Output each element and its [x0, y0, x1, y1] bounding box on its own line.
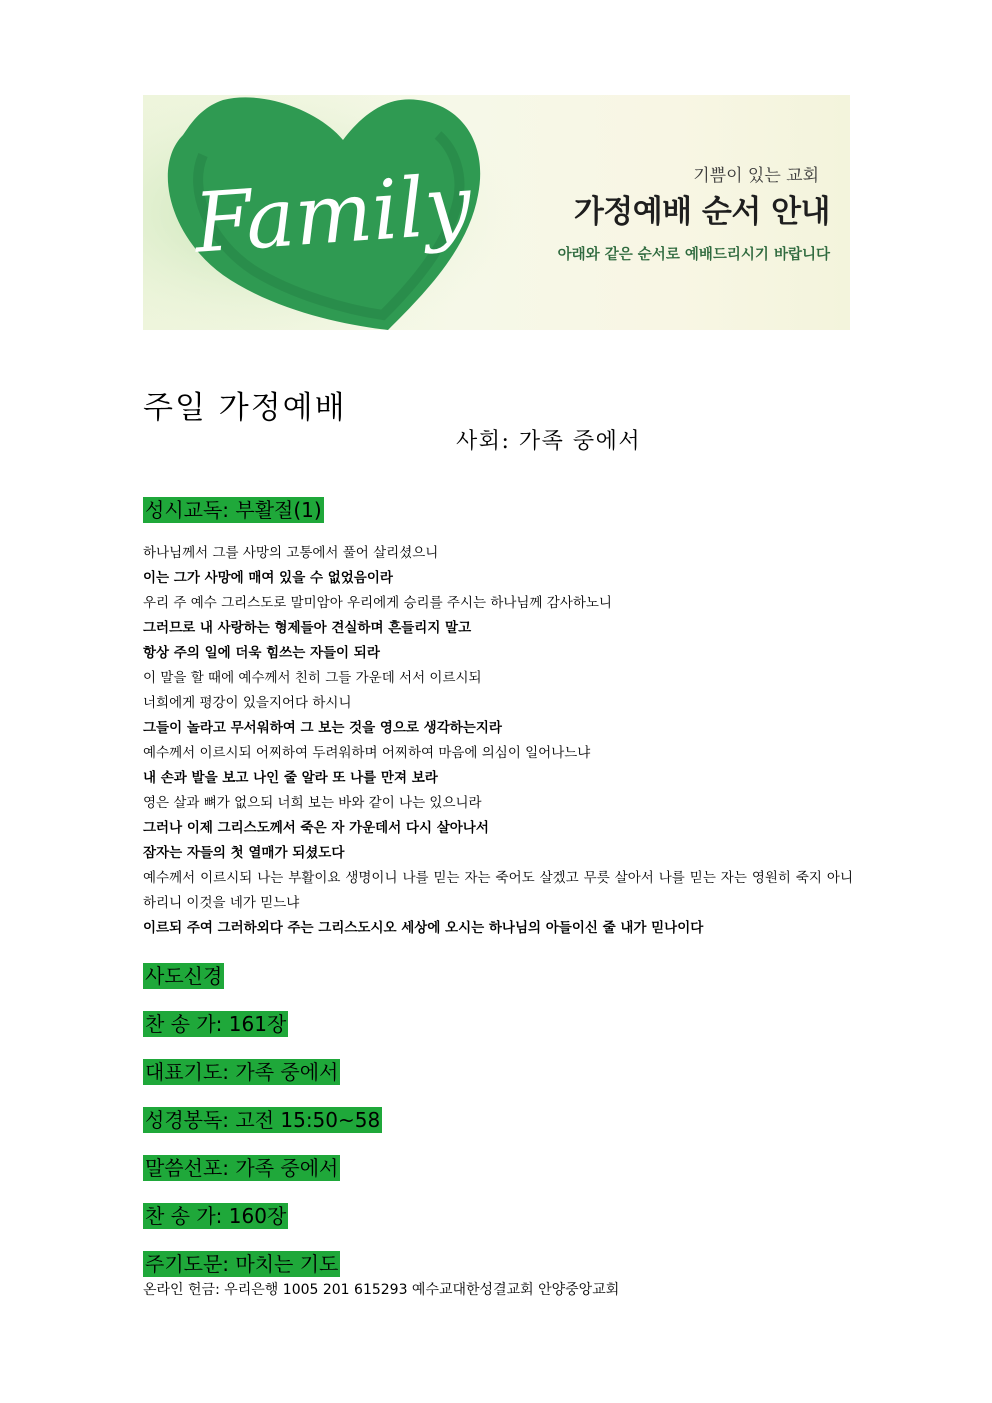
reading-line: 이는 그가 사망에 매여 있을 수 없었음이라: [143, 570, 393, 586]
responsive-reading: [143, 541, 853, 941]
reading-line: 그러므로 내 사랑하는 형제들아 견실하며 흔들리지 말고: [143, 620, 472, 636]
reading-line: 이르되 주여 그러하외다 주는 그리스도시오 세상에 오시는 하나님의 아들이신 줄 내가 믿나이다: [143, 920, 704, 936]
reading-line: 그러나 이제 그리스도께서 죽은 자 가운데서 다시 살아나서: [143, 820, 489, 836]
reading-heading: 성시교독: 부활절(1): [145, 498, 322, 522]
reading-line: 내 손과 발을 보고 나인 줄 알라 또 나를 만져 보라: [143, 770, 438, 786]
order-item-hymn-1: 찬 송 가: 161장: [145, 1012, 287, 1036]
order-item-sermon: 말씀선포: 가족 중에서: [145, 1156, 339, 1180]
reading-line: 항상 주의 일에 더욱 힘쓰는 자들이 되라: [143, 645, 380, 661]
reading-line: 우리 주 예수 그리스도로 말미암아 우리에게 승리를 주시는 하나님께 감사하노니: [143, 595, 612, 611]
reading-line: 하나님께서 그를 사망의 고통에서 풀어 살리셨으니: [143, 545, 439, 561]
order-item-hymn-2: 찬 송 가: 160장: [145, 1204, 287, 1228]
order-item-prayer: 대표기도: 가족 중에서: [145, 1060, 339, 1084]
reading-line: 잠자는 자들의 첫 열매가 되셨도다: [143, 845, 345, 861]
order-item-creed: 사도신경: [145, 964, 223, 988]
host-info: 사회: 가족 중에서: [456, 429, 642, 454]
reading-line: 그들이 놀라고 무서워하여 그 보는 것을 영으로 생각하는지라: [143, 720, 502, 736]
order-item-scripture: 성경봉독: 고전 15:50~58: [145, 1108, 381, 1132]
banner-church-tagline: 기쁨이 있는 교회: [693, 166, 819, 186]
family-logo-text: Family: [191, 157, 475, 272]
reading-line: 영은 살과 뼈가 없으되 너희 보는 바와 같이 나는 있으니라: [143, 795, 482, 811]
reading-line: 예수께서 이르시되 어찌하여 두려워하며 어찌하여 마음에 의심이 일어나느냐: [143, 745, 591, 761]
reading-line: 이 말을 할 때에 예수께서 친히 그들 가운데 서서 이르시되: [143, 670, 482, 686]
reading-line: 예수께서 이르시되 나는 부활이요 생명이니 나를 믿는 자는 죽어도 살겠고 무릇 살아서 나를 믿는 자는 영원히 죽지 아니하리니 이것을 네가 믿느냐: [143, 870, 853, 911]
order-item-lords-prayer: 주기도문: 마치는 기도: [145, 1252, 339, 1276]
header-banner: [143, 95, 850, 330]
banner-subtitle: 아래와 같은 순서로 예배드리시기 바랍니다: [557, 247, 830, 263]
online-offering-info: 온라인 헌금: 우리은행 1005 201 615293 예수교대한성결교회 안양중앙교회: [143, 1282, 620, 1298]
page-title: 주일 가정예배: [143, 390, 347, 426]
reading-line: 너희에게 평강이 있을지어다 하시니: [143, 695, 352, 711]
banner-title: 가정예배 순서 안내: [573, 194, 830, 230]
